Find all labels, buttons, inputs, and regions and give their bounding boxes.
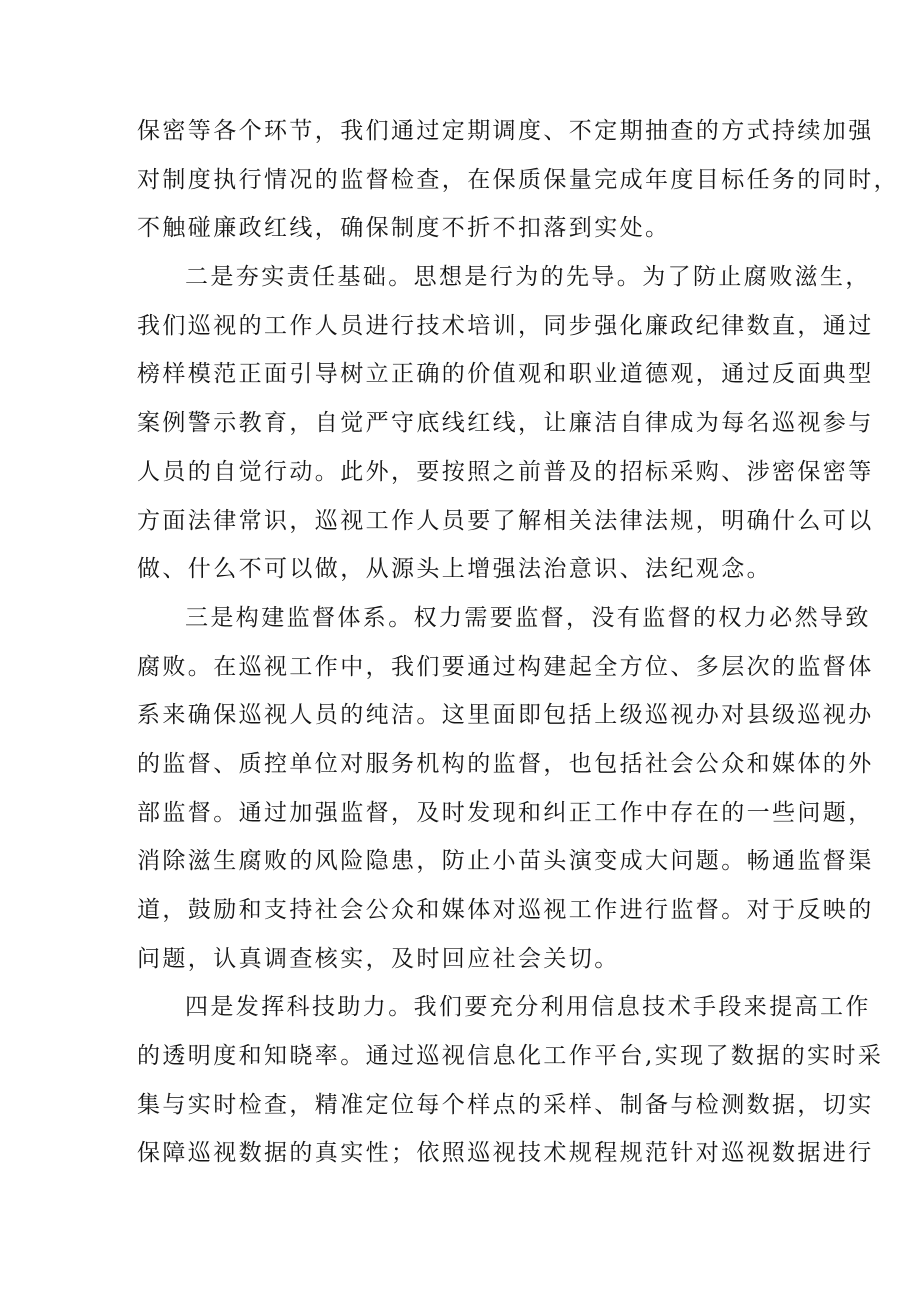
text-line: 保障巡视数据的真实性；依照巡视技术规程规范针对巡视数据进行: [137, 1140, 874, 1167]
paragraph-start-line: 四是发挥科技助力。我们要充分利用信息技术手段来提高工作: [185, 994, 871, 1021]
text-line: 人员的自觉行动。此外，要按照之前普及的招标采购、涉密保密等: [137, 458, 874, 485]
text-line: 系来确保巡视人员的纯洁。这里面即包括上级巡视办对县级巡视办: [137, 702, 874, 729]
text-line: 问题，认真调查核实，及时回应社会关切。: [137, 945, 620, 972]
text-line: 的监督、质控单位对服务机构的监督，也包括社会公众和媒体的外: [137, 750, 874, 777]
text-line: 对制度执行情况的监督检查，在保质保量完成年度目标任务的同时，: [137, 166, 899, 193]
text-line: 道，鼓励和支持社会公众和媒体对巡视工作进行监督。对于反映的: [137, 897, 874, 923]
text-line: 方面法律常识，巡视工作人员要了解相关法律法规，明确什么可以: [137, 507, 874, 534]
text-line: 的透明度和知晓率。通过巡视信息化工作平台,实现了数据的实时采: [137, 1043, 884, 1070]
text-line: 保密等各个环节，我们通过定期调度、不定期抽查的方式持续加强: [137, 118, 874, 144]
text-line: 集与实时检查，精准定位每个样点的采样、制备与检测数据，切实: [137, 1091, 874, 1118]
text-line: 做、什么不可以做，从源头上增强法治意识、法纪观念。: [137, 556, 772, 583]
text-line: 榜样模范正面引导树立正确的价值观和职业道德观，通过反面典型: [137, 361, 874, 388]
text-line: 部监督。通过加强监督，及时发现和纠正工作中存在的一些问题，: [137, 799, 874, 826]
text-line: 案例警示教育，自觉严守底线红线，让廉洁自律成为每名巡视参与: [137, 410, 874, 437]
text-line: 腐败。在巡视工作中，我们要通过构建起全方位、多层次的监督体: [137, 653, 874, 680]
text-line: 我们巡视的工作人员进行技术培训，同步强化廉政纪律数直，通过: [137, 312, 874, 339]
text-line: 不触碰廉政红线，确保制度不折不扣落到实处。: [137, 215, 671, 242]
document-body: [0, 107, 920, 1178]
text-line: 消除滋生腐败的风险隐患，防止小苗头演变成大问题。畅通监督渠: [137, 848, 874, 875]
paragraph-start-line: 二是夯实责任基础。思想是行为的先导。为了防止腐败滋生，: [185, 264, 871, 291]
paragraph-start-line: 三是构建监督体系。权力需要监督，没有监督的权力必然导致: [185, 604, 871, 631]
